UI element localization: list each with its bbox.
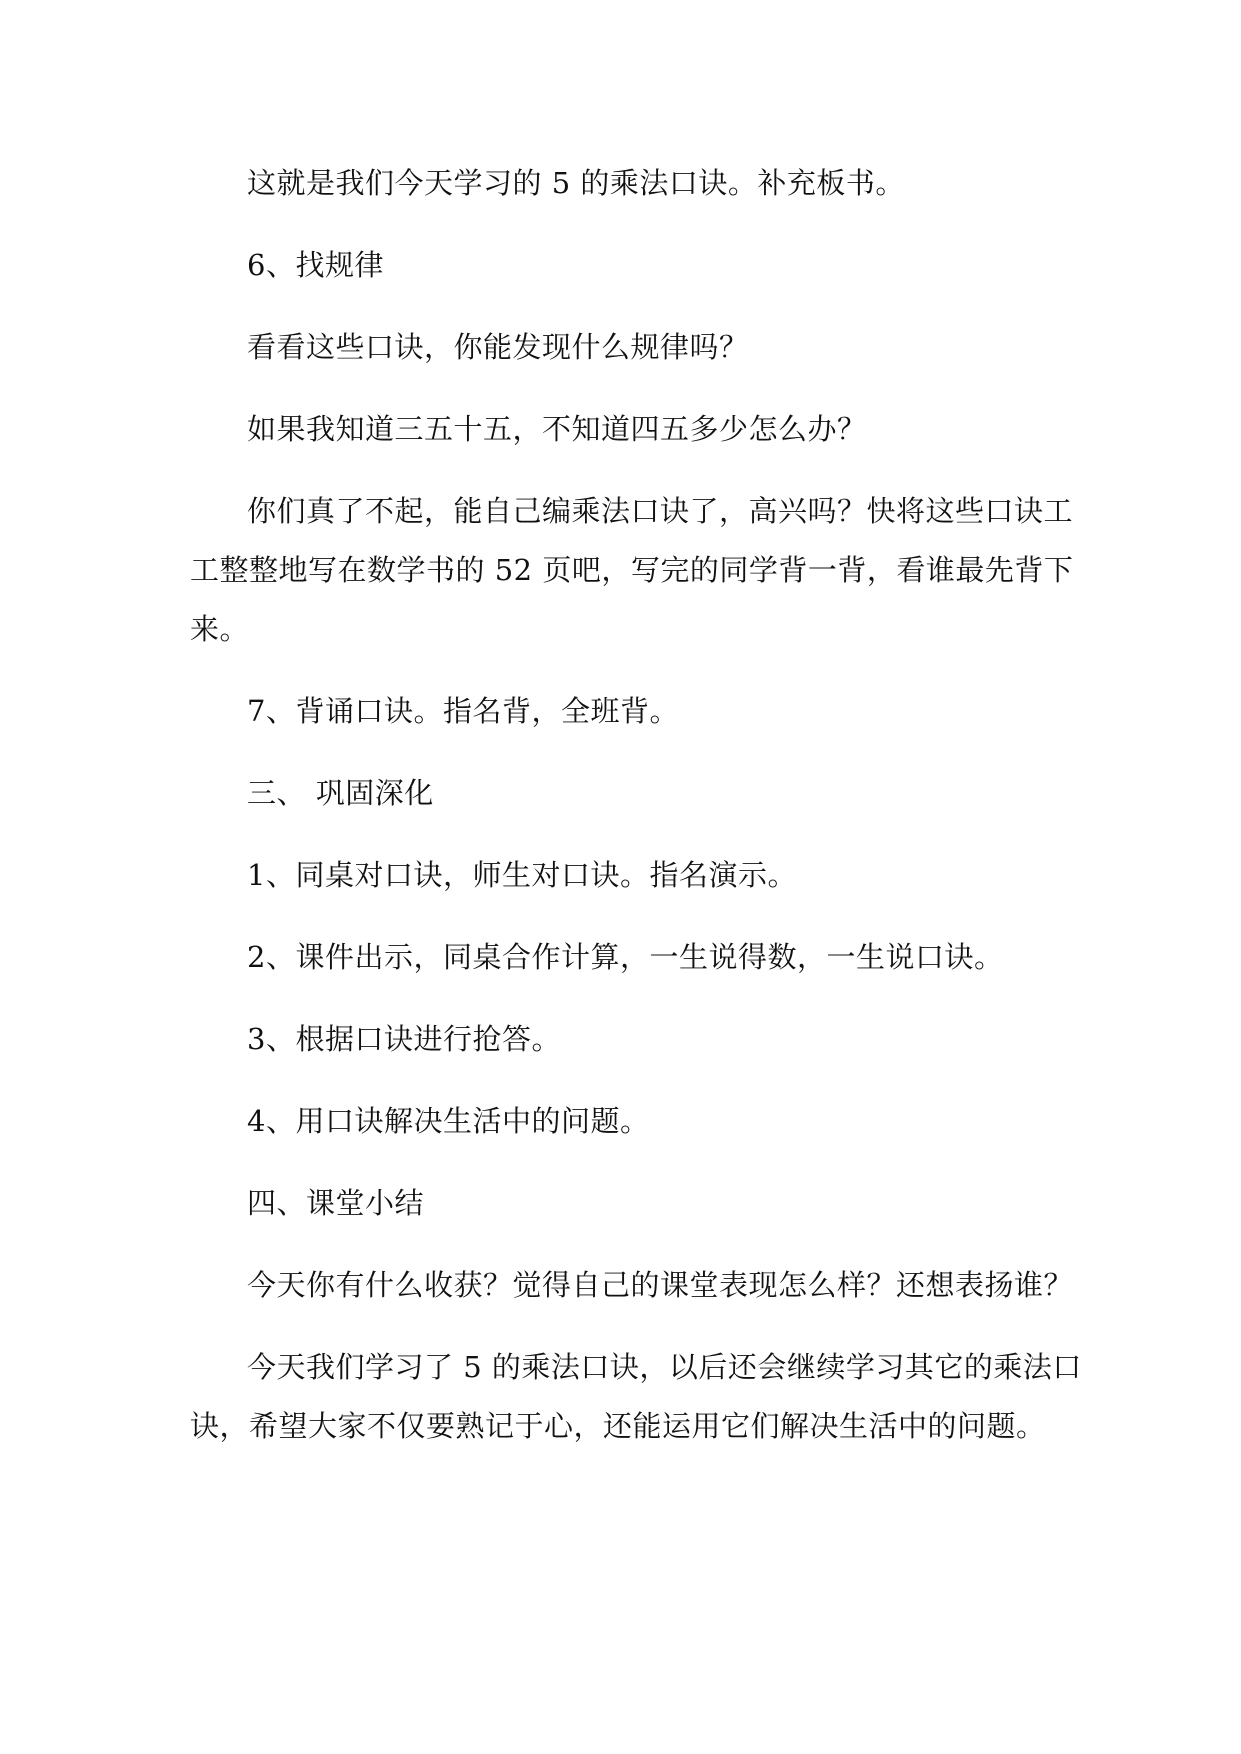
- heading-recite: 7、背诵口诀。指名背，全班背。: [247, 694, 679, 728]
- paragraph-three-fives-question: 如果我知道三五十五，不知道四五多少怎么办？: [247, 412, 867, 446]
- paragraph-find-pattern-question: 看看这些口诀，你能发现什么规律吗？: [247, 330, 749, 364]
- list-item-2: 2、课件出示，同桌合作计算，一生说得数，一生说口诀。: [247, 940, 1004, 974]
- heading-summary: 四、课堂小结: [247, 1186, 425, 1220]
- paragraph-conclusion-line-2: 诀，希望大家不仅要熟记于心，还能运用它们解决生活中的问题。: [190, 1409, 1046, 1443]
- heading-find-pattern: 6、找规律: [247, 248, 384, 282]
- paragraph-praise-line-3: 来。: [190, 612, 250, 646]
- list-item-3: 3、根据口诀进行抢答。: [247, 1022, 561, 1056]
- heading-consolidate: 三、 巩固深化: [247, 776, 434, 810]
- paragraph-conclusion-line-1: 今天我们学习了 5 的乘法口诀，以后还会继续学习其它的乘法口: [247, 1350, 1082, 1384]
- list-item-1: 1、同桌对口诀，师生对口诀。指名演示。: [247, 858, 797, 892]
- paragraph-praise-line-1: 你们真了不起，能自己编乘法口诀了，高兴吗？快将这些口诀工: [247, 494, 1074, 528]
- list-item-4: 4、用口诀解决生活中的问题。: [247, 1104, 650, 1138]
- paragraph-summary-5-multiplication: 这就是我们今天学习的 5 的乘法口诀。补充板书。: [247, 166, 905, 200]
- paragraph-praise-line-2: 工整整地写在数学书的 52 页吧，写完的同学背一背，看谁最先背下: [190, 553, 1074, 587]
- paragraph-reflection: 今天你有什么收获？觉得自己的课堂表现怎么样？还想表扬谁？: [247, 1268, 1074, 1302]
